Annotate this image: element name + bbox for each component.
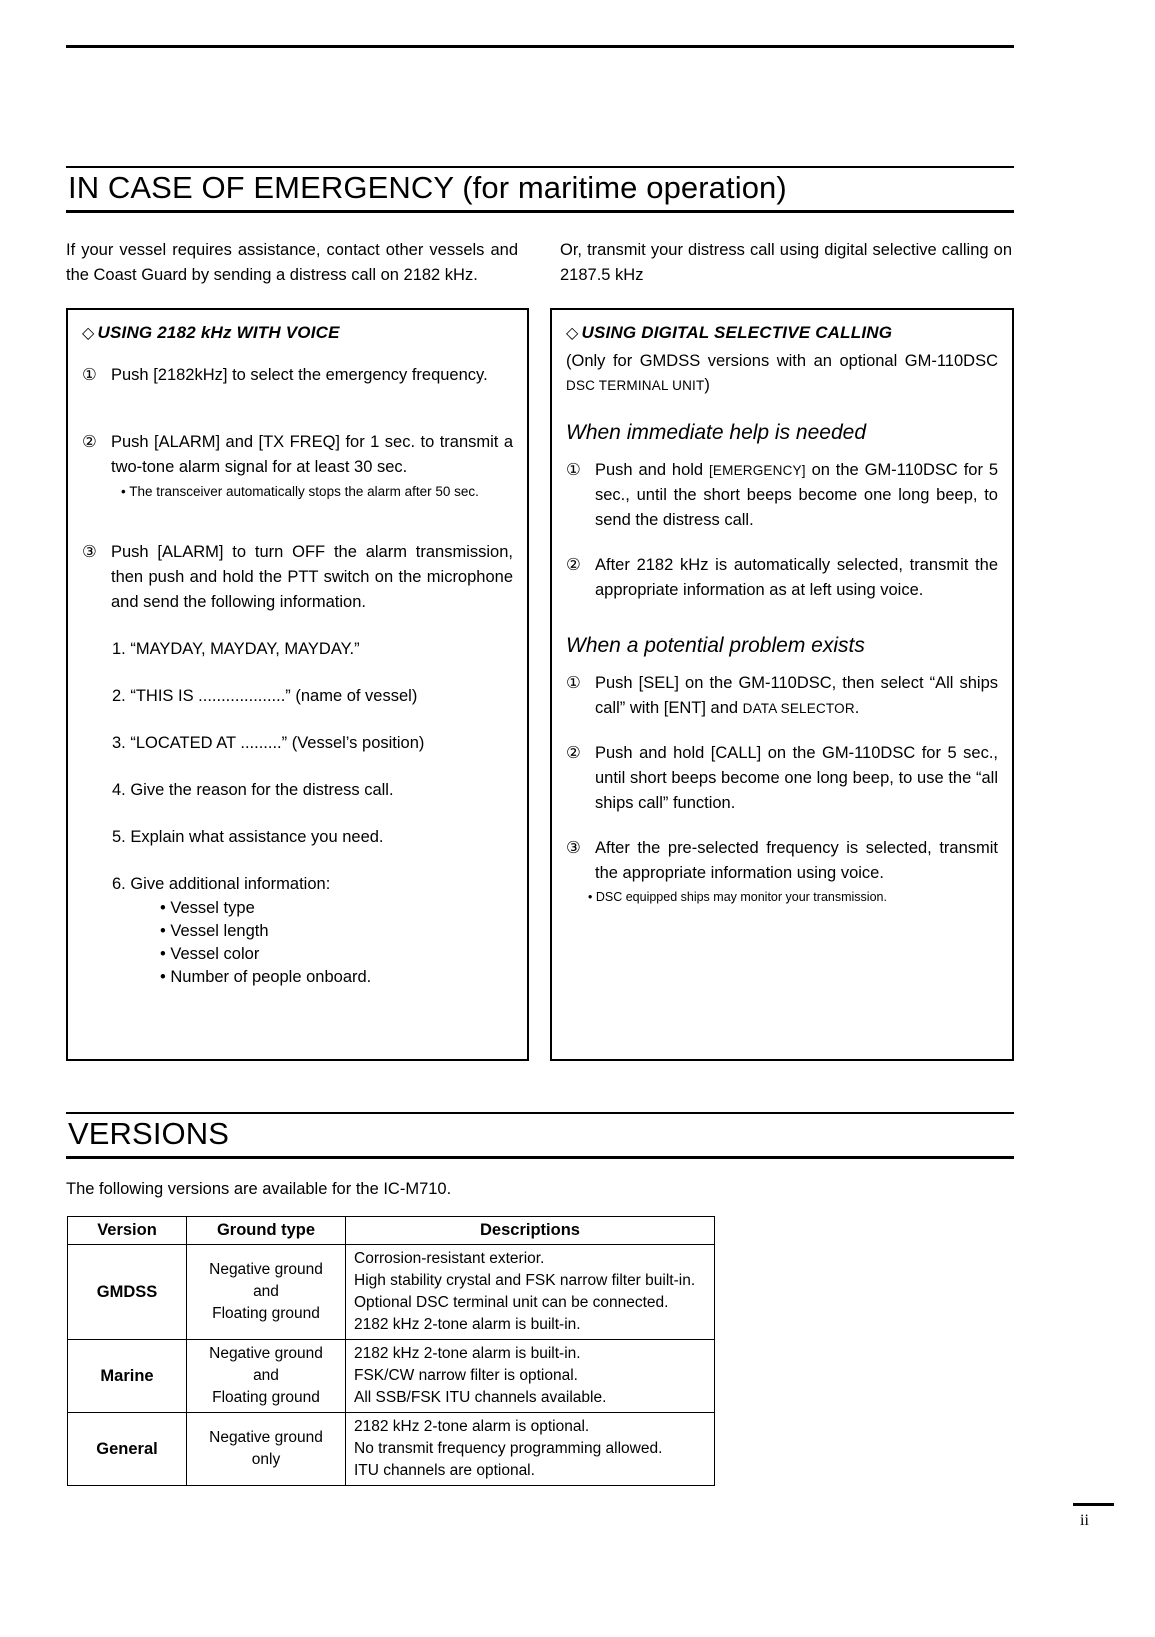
dsc-problem-step-3-number: ③	[566, 839, 581, 858]
voice-box-title-text: USING 2182 kHz WITH VOICE	[97, 323, 340, 342]
emergency-intro-right: Or, transmit your distress call using digital selective calling on 2187.5 kHz	[560, 241, 1012, 284]
list-item: 5. Explain what assistance you need.	[112, 827, 384, 846]
list-item: 3. “LOCATED AT .........” (Vessel’s position)	[112, 733, 425, 752]
cell-descriptions	[346, 1340, 715, 1413]
emergency-section-heading	[66, 166, 1014, 213]
dsc-subtitle-smallcaps: DSC TERMINAL UNIT	[566, 377, 705, 393]
dsc-problem-step-1	[566, 671, 998, 721]
voice-step-2-text: Push [ALARM] and [TX FREQ] for 1 sec. to transmit a two-tone alarm signal for at least 30 sec.	[111, 432, 513, 476]
dsc-box-title	[566, 322, 998, 345]
dsc-subtitle-part2: )	[704, 375, 710, 394]
cell-descriptions	[346, 1413, 715, 1486]
column-header-version: Version	[68, 1217, 187, 1245]
footer-rule	[1073, 1503, 1114, 1506]
dsc-problem-step-2-number: ②	[566, 744, 581, 763]
list-item: • Vessel color	[160, 944, 260, 963]
description-line: High stability crystal and FSK narrow filter built-in.	[354, 1272, 696, 1289]
page-top-rule	[66, 45, 1014, 48]
ground-line: Floating ground	[212, 1305, 320, 1322]
table-row	[68, 1340, 715, 1413]
voice-step-2	[82, 430, 513, 502]
voice-procedure-box	[66, 308, 529, 1061]
dsc-immediate-step-1	[566, 458, 998, 533]
description-line: Optional DSC terminal unit can be connected.	[354, 1294, 669, 1311]
page-number: ii	[1080, 1512, 1089, 1529]
voice-step-1-text: Push [2182kHz] to select the emergency frequency.	[111, 365, 488, 384]
versions-rule-bottom	[66, 1156, 1014, 1159]
versions-table	[67, 1216, 715, 1486]
cell-version: Marine	[68, 1340, 187, 1413]
ground-line: and	[253, 1283, 279, 1300]
table-row	[68, 1245, 715, 1340]
dsc-immediate-step-1-key: [EMERGENCY]	[708, 463, 806, 479]
description-line: ITU channels are optional.	[354, 1462, 535, 1479]
dsc-problem-step-1-key: DATA SELECTOR	[742, 701, 855, 717]
list-item: • Vessel length	[160, 921, 269, 940]
table-header-row	[68, 1217, 715, 1245]
versions-section-heading	[66, 1112, 1014, 1159]
emergency-title: IN CASE OF EMERGENCY (for maritime operation)	[68, 170, 787, 205]
dsc-immediate-step-1-number: ①	[566, 461, 581, 480]
heading-rule-bottom	[66, 210, 1014, 213]
dsc-problem-step-2-text: Push and hold [CALL] on the GM-110DSC for 5 sec., until short beeps become one long beep, to use the “all ships call” function.	[595, 744, 998, 813]
list-item: 4. Give the reason for the distress call.	[112, 780, 394, 799]
list-item: • Number of people onboard.	[160, 967, 372, 986]
dsc-problem-step-1-post: .	[854, 699, 860, 718]
voice-step-1	[82, 363, 513, 388]
dsc-procedure-box	[550, 308, 1014, 1061]
dsc-subtitle-part1: (Only for GMDSS versions with an optional GM-110DSC	[566, 351, 998, 370]
ground-line: Negative ground	[209, 1261, 323, 1278]
description-line: FSK/CW narrow filter is optional.	[354, 1367, 578, 1384]
dsc-problem-step-1-number: ①	[566, 674, 581, 693]
ground-line: Negative ground	[209, 1345, 323, 1362]
versions-title: VERSIONS	[68, 1116, 230, 1151]
list-item	[112, 872, 513, 989]
dsc-problem-step-3	[566, 836, 998, 886]
dsc-problem-step-2	[566, 741, 998, 816]
dsc-immediate-step-2-number: ②	[566, 556, 581, 575]
list-item-label: 6. Give additional information:	[112, 874, 331, 893]
dsc-immediate-step-2	[566, 553, 998, 603]
table-row	[68, 1413, 715, 1486]
ground-line: Negative ground	[209, 1429, 323, 1446]
voice-step-1-number: ①	[82, 365, 97, 384]
description-line: No transmit frequency programming allowed.	[354, 1440, 663, 1457]
dsc-immediate-step-2-text: After 2182 kHz is automatically selected, transmit the appropriate information as at left using voice.	[595, 556, 998, 600]
description-line: 2182 kHz 2-tone alarm is built-in.	[354, 1345, 581, 1362]
dsc-immediate-step-1-post: on the GM-110DSC for 5 sec., until the short beeps become one long beep, to send the distress call.	[595, 461, 999, 530]
column-header-ground-type: Ground type	[187, 1217, 346, 1245]
ground-line: only	[251, 1451, 281, 1468]
distress-message-list	[82, 637, 513, 989]
dsc-potential-problem-heading: When a potential problem exists	[566, 634, 865, 658]
additional-info-bullets	[142, 897, 513, 989]
cell-version: GMDSS	[68, 1245, 187, 1340]
ground-line: and	[253, 1367, 279, 1384]
list-item: 2. “THIS IS ...................” (name of vessel)	[112, 686, 418, 705]
voice-step-3-text: Push [ALARM] to turn OFF the alarm transmission, then push and hold the PTT switch on the microphone and send the following information.	[111, 542, 513, 611]
list-item: 1. “MAYDAY, MAYDAY, MAYDAY.”	[112, 639, 360, 658]
cell-ground-type	[187, 1245, 346, 1340]
ground-line: Floating ground	[212, 1389, 320, 1406]
description-line: 2182 kHz 2-tone alarm is built-in.	[354, 1316, 581, 1333]
emergency-intro-left: If your vessel requires assistance, contact other vessels and the Coast Guard by sending a distress call on 2182 kHz.	[66, 241, 518, 284]
dsc-problem-step-3-text: After the pre-selected frequency is selected, transmit the appropriate information using voice.	[595, 839, 998, 883]
cell-version: General	[68, 1413, 187, 1486]
cell-descriptions	[346, 1245, 715, 1340]
versions-intro-text: The following versions are available for the IC-M710.	[66, 1180, 452, 1198]
description-line: 2182 kHz 2-tone alarm is optional.	[354, 1418, 590, 1435]
dsc-final-note: • DSC equipped ships may monitor your transmission.	[588, 890, 887, 905]
description-line: Corrosion-resistant exterior.	[354, 1250, 545, 1267]
dsc-box-subtitle	[566, 349, 998, 398]
dsc-immediate-step-1-pre: Push and hold	[595, 461, 709, 480]
diamond-icon: ◇	[566, 325, 579, 342]
list-item: • Vessel type	[160, 898, 255, 917]
cell-ground-type	[187, 1340, 346, 1413]
voice-step-2-number: ②	[82, 432, 97, 451]
cell-ground-type	[187, 1413, 346, 1486]
dsc-box-title-text: USING DIGITAL SELECTIVE CALLING	[581, 323, 893, 342]
voice-box-title	[82, 322, 513, 345]
column-header-descriptions: Descriptions	[346, 1217, 715, 1245]
voice-step-3-number: ③	[82, 542, 97, 561]
diamond-icon: ◇	[82, 325, 95, 342]
voice-step-2-note: • The transceiver automatically stops the alarm after 50 sec.	[121, 483, 479, 499]
dsc-immediate-help-heading: When immediate help is needed	[566, 420, 867, 444]
description-line: All SSB/FSK ITU channels available.	[354, 1389, 607, 1406]
dsc-problem-step-1-pre: Push [SEL] on the GM-110DSC, then select “All ships call” with [ENT] and	[595, 674, 998, 718]
voice-step-3	[82, 540, 513, 615]
